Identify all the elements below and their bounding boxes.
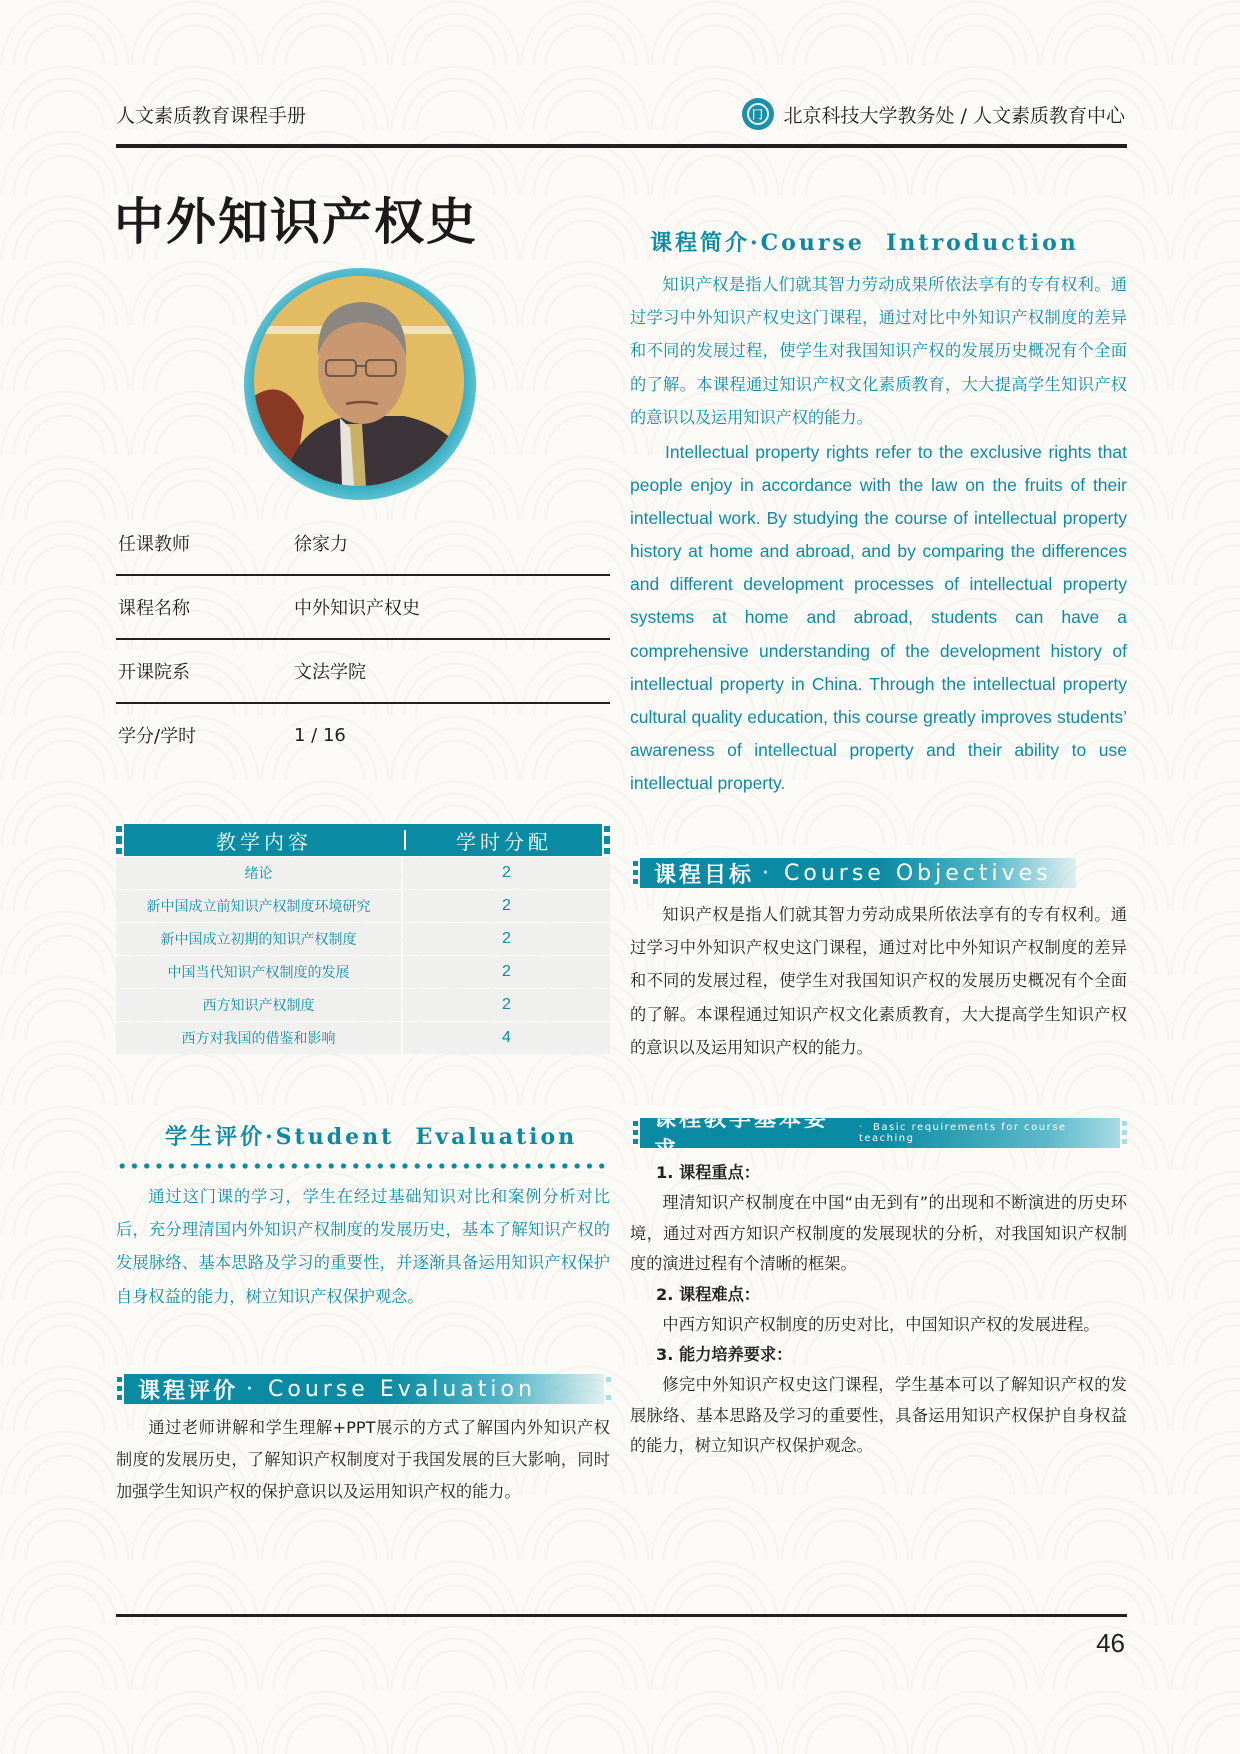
schedule-header bbox=[124, 824, 602, 856]
corner-notch bbox=[1122, 1121, 1127, 1126]
info-row bbox=[116, 640, 610, 704]
course-eval-banner bbox=[124, 1374, 604, 1404]
corner-notch bbox=[116, 836, 122, 844]
requirements-list bbox=[630, 1158, 1127, 1462]
table-row bbox=[116, 956, 610, 988]
corner-notch bbox=[116, 848, 122, 854]
corner-notch bbox=[633, 870, 638, 875]
requirements-banner bbox=[640, 1107, 1120, 1163]
objectives-heading-cn: 课程目标 bbox=[654, 862, 755, 888]
hours-cell: 2 bbox=[403, 857, 610, 889]
corner-notch bbox=[604, 826, 610, 832]
requirements-heading-en: · Basic requirements for course teaching bbox=[858, 1122, 1067, 1144]
objectives-banner bbox=[640, 858, 1076, 888]
requirement-text: 理清知识产权制度在中国“由无到有”的出现和不断演进的历史环境，通过对西方知识产权制度的发展现状的分析，对我国知识产权制度的演进过程有个清晰的框架。 bbox=[630, 1193, 1127, 1273]
org-name: 北京科技大学教务处 / 人文素质教育中心 bbox=[783, 104, 1125, 127]
requirement-title: 2. 课程难点： bbox=[656, 1284, 760, 1304]
corner-notch bbox=[633, 1121, 638, 1126]
header-divider bbox=[116, 144, 1127, 148]
topic-cell: 西方知识产权制度 bbox=[116, 989, 401, 1021]
hours-cell: 2 bbox=[403, 890, 610, 922]
topic-cell: 新中国成立初期的知识产权制度 bbox=[116, 923, 401, 955]
table-row bbox=[116, 890, 610, 922]
corner-notch bbox=[633, 1139, 638, 1144]
course-eval-paragraph: 通过老师讲解和学生理解+PPT展示的方式了解国内外知识产权制度的发展历史，了解知识产权制度对于我国发展的巨大影响，同时加强学生知识产权的保护意识以及运用知识产权的能力。 bbox=[116, 1418, 610, 1501]
course-info-table bbox=[116, 512, 610, 766]
topic-cell: 中国当代知识产权制度的发展 bbox=[116, 956, 401, 988]
university-seal-icon: 冂 bbox=[742, 98, 774, 130]
objectives-heading-en: · Course Objectives bbox=[762, 860, 1052, 886]
topic-cell: 新中国成立前知识产权制度环境研究 bbox=[116, 890, 401, 922]
student-eval-heading: 学生评价·Student Evaluation bbox=[165, 1124, 578, 1150]
table-row bbox=[116, 1022, 610, 1054]
info-value: 文法学院 bbox=[294, 662, 366, 683]
corner-notch bbox=[117, 1377, 122, 1382]
intro-cn-paragraph: 知识产权是指人们就其智力劳动成果所依法享有的专有权利。通过学习中外知识产权史这门课程，通过对比中外知识产权制度的差异和不同的发展过程，使学生对我国知识产权的发展历史概况有个全面的了解。本课程通过知识产权文化素质教育，大大提高学生知识产权的意识以及运用知识产权的能力。 bbox=[630, 275, 1127, 427]
topic-cell: 西方对我国的借鉴和影响 bbox=[116, 1022, 401, 1054]
corner-notch bbox=[633, 861, 638, 866]
handbook-title: 人文素质教育课程手册 bbox=[116, 105, 307, 127]
hours-cell: 2 bbox=[403, 956, 610, 988]
corner-notch bbox=[1122, 1139, 1127, 1144]
requirement-title: 1. 课程重点： bbox=[656, 1163, 760, 1182]
header-org bbox=[742, 98, 1125, 130]
table-row bbox=[116, 989, 610, 1021]
objectives-paragraph: 知识产权是指人们就其智力劳动成果所依法享有的专有权利。通过学习中外知识产权史这门课程，通过对比中外知识产权制度的差异和不同的发展过程，使学生对我国知识产权的发展历史概况有个全面的了解。本课程通过知识产权文化素质教育，大大提高学生知识产权的意识以及运用知识产权的能力。 bbox=[630, 905, 1127, 1057]
page-number: 46 bbox=[1096, 1628, 1125, 1658]
corner-notch bbox=[606, 1377, 611, 1382]
info-label: 学分/学时 bbox=[118, 726, 197, 747]
hours-cell: 2 bbox=[403, 923, 610, 955]
course-title: 中外知识产权史 bbox=[114, 193, 478, 251]
hours-cell: 2 bbox=[403, 989, 610, 1021]
requirement-text: 修完中外知识产权史这门课程，学生基本可以了解知识产权的发展脉络、基本思路及学习的重要性，具备运用知识产权保护自身权益的能力，树立知识产权保护观念。 bbox=[630, 1375, 1127, 1455]
topic-cell: 绪论 bbox=[116, 857, 401, 889]
info-value: 1 / 16 bbox=[294, 724, 346, 746]
corner-notch bbox=[604, 836, 610, 844]
footer-divider bbox=[116, 1614, 1127, 1617]
corner-notch bbox=[117, 1386, 122, 1391]
course-eval-heading-en: · Course Evaluation bbox=[246, 1376, 536, 1402]
corner-notch bbox=[604, 848, 610, 854]
intro-heading: 课程简介·Course Introduction bbox=[650, 230, 1079, 256]
info-value: 徐家力 bbox=[294, 534, 348, 555]
table-row bbox=[116, 923, 610, 955]
info-label: 开课院系 bbox=[118, 662, 190, 683]
student-eval-paragraph: 通过这门课的学习，学生在经过基础知识对比和案例分析对比后，充分理清国内外知识产权制度的发展历史，基本了解知识产权的发展脉络、基本思路及学习的重要性，并逐渐具备运用知识产权保护自身权益的能力，树立知识产权保护观念。 bbox=[116, 1187, 610, 1306]
dotted-divider bbox=[116, 1162, 610, 1170]
corner-notch bbox=[633, 1130, 638, 1135]
column-header-topic: 教学内容 bbox=[216, 829, 312, 854]
info-label: 课程名称 bbox=[118, 598, 190, 619]
info-row bbox=[116, 576, 610, 640]
course-eval-heading-cn: 课程评价 bbox=[138, 1378, 239, 1404]
table-row bbox=[116, 857, 610, 889]
intro-en-paragraph: Intellectual property rights refer to the exclusive rights that people enjoy in accordance with the law on the fruits of their intellectual work. By studying the course of intellectual property history at home and abroad, and by comparing the differences and different development processes of intellectual property systems at home and abroad, students can have a comprehensive understanding of the development history of intellectual property in China. Through the intellectual property cultural quality education, this course greatly improves students’ awareness of intellectual property and their ability to use intellectual property. bbox=[630, 442, 1127, 793]
info-label: 任课教师 bbox=[118, 534, 190, 555]
info-row bbox=[116, 512, 610, 576]
teacher-portrait bbox=[254, 276, 464, 486]
requirements-heading-cn: 课程教学基本要求 bbox=[654, 1107, 830, 1163]
info-value: 中外知识产权史 bbox=[294, 598, 420, 619]
hours-cell: 4 bbox=[403, 1022, 610, 1054]
schedule-table bbox=[116, 824, 610, 1054]
corner-notch bbox=[1122, 1130, 1127, 1135]
corner-notch bbox=[606, 1395, 611, 1400]
column-header-hours: 学时分配 bbox=[456, 829, 552, 854]
corner-notch bbox=[116, 826, 122, 832]
corner-notch bbox=[633, 879, 638, 884]
requirement-title: 3. 能力培养要求： bbox=[656, 1345, 793, 1364]
requirement-text: 中西方知识产权制度的历史对比，中国知识产权的发展进程。 bbox=[662, 1314, 1100, 1334]
info-row bbox=[116, 704, 610, 766]
corner-notch bbox=[117, 1395, 122, 1400]
